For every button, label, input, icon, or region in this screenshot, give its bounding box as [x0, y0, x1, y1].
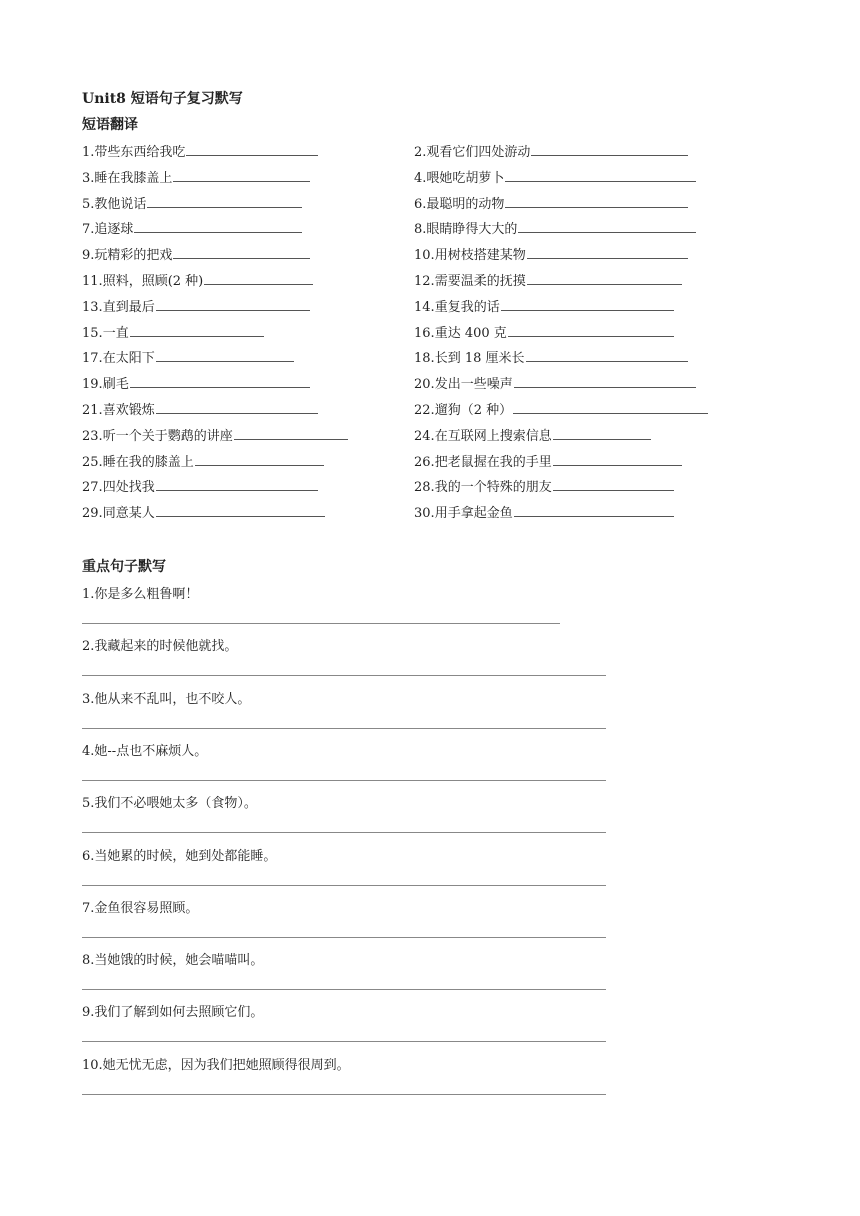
phrase-item — [82, 271, 313, 291]
answer-blank[interactable] — [234, 426, 348, 440]
phrase-number: 14. — [414, 299, 435, 315]
phrase-text: 在太阳下 — [102, 351, 155, 367]
phrase-item — [414, 477, 674, 497]
phrase-item — [414, 219, 696, 239]
phrase-item — [414, 426, 651, 446]
phrase-item — [82, 168, 310, 188]
phrase-text: 重达 400 克 — [434, 325, 507, 341]
phrase-text: 长到 18 厘米长 — [434, 351, 525, 367]
phrase-number: 24. — [414, 428, 435, 444]
answer-blank[interactable] — [173, 245, 310, 259]
sentence-answer-line[interactable] — [82, 832, 606, 833]
phrase-text: 观看它们四处游动 — [426, 145, 531, 160]
phrase-text: 一直 — [102, 325, 129, 341]
sentence-answer-line[interactable] — [82, 1094, 606, 1095]
phrase-item — [82, 348, 294, 368]
sentence-prompt: 7.金鱼很容易照顾。 — [82, 900, 199, 916]
answer-blank[interactable] — [553, 426, 651, 440]
phrase-number: 6. — [414, 196, 427, 212]
phrase-item — [82, 297, 310, 317]
phrase-item — [414, 452, 682, 472]
phrase-number: 19. — [82, 377, 103, 393]
answer-blank[interactable] — [173, 168, 310, 182]
answer-blank[interactable] — [518, 219, 696, 233]
phrase-text: 直到最后 — [102, 299, 155, 315]
phrase-number: 30. — [414, 506, 435, 522]
phrase-number: 7. — [82, 222, 95, 238]
sentence-answer-line[interactable] — [82, 885, 606, 886]
answer-blank[interactable] — [134, 219, 302, 233]
phrase-number: 21. — [82, 403, 103, 418]
phrase-item — [82, 452, 324, 472]
phrase-text: 我的一个特殊的朋友 — [434, 480, 552, 496]
sentence-prompt: 5.我们不必喂她太多（食物）。 — [82, 796, 257, 812]
sentence-answer-line[interactable] — [82, 675, 606, 676]
sentence-prompt: 10.她无忧无虑，因为我们把她照顾得很周到。 — [82, 1057, 350, 1073]
sentence-answer-line[interactable] — [82, 937, 606, 938]
phrase-item — [414, 348, 688, 368]
answer-blank[interactable] — [130, 323, 264, 337]
worksheet-title: Unit8 短语句子复习默写 — [82, 91, 243, 107]
answer-blank[interactable] — [156, 348, 294, 362]
phrase-text: 睡在我膝盖上 — [94, 170, 173, 186]
phrase-text: 发出一些噪声 — [434, 377, 513, 393]
answer-blank[interactable] — [553, 477, 674, 491]
phrase-number: 4. — [414, 170, 427, 186]
sentence-prompt: 9.我们了解到如何去照顾它们。 — [82, 1005, 264, 1021]
answer-blank[interactable] — [156, 400, 318, 414]
sentence-prompt: 3.他从来不乱叫，也不咬人。 — [82, 691, 251, 707]
phrase-item — [414, 323, 674, 343]
phrase-number: 2. — [414, 145, 427, 160]
phrase-text: 追逐球 — [94, 222, 134, 238]
phrase-text: 玩精彩的把戏 — [94, 248, 173, 264]
phrase-number: 15. — [82, 325, 103, 341]
phrase-item — [414, 297, 674, 317]
phrase-number: 16. — [414, 325, 435, 341]
answer-blank[interactable] — [527, 245, 688, 259]
phrase-item — [414, 271, 682, 291]
phrase-text: 重复我的话 — [434, 299, 500, 315]
phrase-item — [414, 374, 696, 394]
phrase-number: 12. — [414, 274, 435, 289]
phrase-item — [82, 400, 318, 420]
phrase-item — [82, 245, 310, 265]
phrase-text: 喜欢锻炼 — [102, 403, 155, 418]
sentence-prompt: 8.当她饿的时候，她会喵喵叫。 — [82, 953, 264, 969]
sentence-answer-line[interactable] — [82, 989, 606, 990]
phrase-text: 最聪明的动物 — [426, 196, 505, 212]
phrase-item — [82, 503, 325, 523]
answer-blank[interactable] — [513, 400, 708, 414]
phrase-item — [82, 194, 302, 214]
phrase-text: 在互联网上搜索信息 — [434, 428, 552, 444]
sentence-answer-line[interactable] — [82, 728, 606, 729]
phrase-number: 29. — [82, 506, 103, 522]
phrase-text: 带些东西给我吃 — [94, 145, 186, 160]
phrase-text: 用手拿起金鱼 — [434, 506, 513, 522]
phrase-item — [82, 477, 318, 497]
phrase-number: 23. — [82, 428, 103, 444]
answer-blank[interactable] — [147, 194, 302, 208]
phrase-text: 听一个关于鹦鹉的讲座 — [102, 428, 233, 444]
phrase-item — [414, 194, 688, 214]
phrase-text: 四处找我 — [102, 480, 155, 496]
answer-blank[interactable] — [195, 452, 324, 466]
phrase-number: 10. — [414, 248, 435, 264]
phrase-text: 把老鼠握在我的手里 — [434, 454, 552, 470]
phrase-number: 27. — [82, 480, 103, 496]
sentence-prompt: 2.我藏起来的时候他就找。 — [82, 639, 238, 655]
sentence-answer-line[interactable] — [82, 780, 606, 781]
phrase-item — [414, 168, 696, 188]
sentence-answer-line[interactable] — [82, 1041, 606, 1042]
phrase-number: 11. — [82, 274, 103, 289]
phrase-item — [82, 142, 318, 162]
answer-blank[interactable] — [505, 194, 688, 208]
answer-blank[interactable] — [527, 271, 682, 285]
sentence-answer-line[interactable] — [82, 623, 560, 624]
phrase-text: 刷毛 — [102, 377, 129, 393]
phrase-number: 1. — [82, 145, 95, 160]
answer-blank[interactable] — [505, 168, 696, 182]
phrase-number: 5. — [82, 196, 95, 212]
answer-blank[interactable] — [186, 142, 318, 156]
phrase-item — [414, 142, 688, 162]
answer-blank[interactable] — [501, 297, 674, 311]
phrase-item — [414, 400, 708, 420]
phrase-number: 18. — [414, 351, 435, 367]
phrase-number: 28. — [414, 480, 435, 496]
phrase-number: 8. — [414, 222, 427, 238]
sentence-prompt: 4.她--点也不麻烦人。 — [82, 743, 208, 759]
phrase-text: 同意某人 — [102, 506, 155, 522]
answer-blank[interactable] — [156, 297, 310, 311]
phrase-number: 26. — [414, 454, 435, 470]
phrase-text: 睡在我的膝盖上 — [102, 454, 194, 470]
answer-blank[interactable] — [156, 477, 318, 491]
phrase-item — [82, 219, 302, 239]
phrase-item — [82, 323, 264, 343]
phrase-number: 20. — [414, 377, 435, 393]
answer-blank[interactable] — [204, 271, 313, 285]
sentence-section-heading: 重点句子默写 — [82, 559, 166, 575]
phrase-number: 22. — [414, 403, 435, 418]
answer-blank[interactable] — [130, 374, 310, 388]
answer-blank[interactable] — [514, 374, 696, 388]
phrase-item — [82, 426, 348, 446]
phrase-text: 照料，照顾(2 种) — [102, 274, 204, 289]
phrase-text: 用树枝搭建某物 — [434, 248, 526, 264]
answer-blank[interactable] — [553, 452, 682, 466]
phrase-item — [414, 503, 674, 523]
answer-blank[interactable] — [526, 348, 689, 362]
phrase-text: 需要温柔的抚摸 — [434, 274, 526, 289]
phrase-text: 喂她吃胡萝卜 — [426, 170, 505, 186]
answer-blank[interactable] — [531, 142, 688, 156]
answer-blank[interactable] — [156, 503, 325, 517]
phrase-section-heading: 短语翻译 — [82, 117, 138, 133]
answer-blank[interactable] — [514, 503, 674, 517]
phrase-number: 17. — [82, 351, 103, 367]
phrase-text: 眼睛睁得大大的 — [426, 222, 518, 238]
sentence-prompt: 1.你是多么粗鲁啊！ — [82, 587, 199, 602]
phrase-text: 遛狗（2 种） — [434, 403, 513, 418]
phrase-number: 13. — [82, 299, 103, 315]
phrase-item — [414, 245, 688, 265]
phrase-number: 25. — [82, 454, 103, 470]
sentence-prompt: 6.当她累的时候，她到处都能睡。 — [82, 848, 277, 864]
phrase-number: 9. — [82, 248, 95, 264]
phrase-item — [82, 374, 310, 394]
phrase-number: 3. — [82, 170, 95, 186]
phrase-text: 教他说话 — [94, 196, 147, 212]
answer-blank[interactable] — [508, 323, 674, 337]
